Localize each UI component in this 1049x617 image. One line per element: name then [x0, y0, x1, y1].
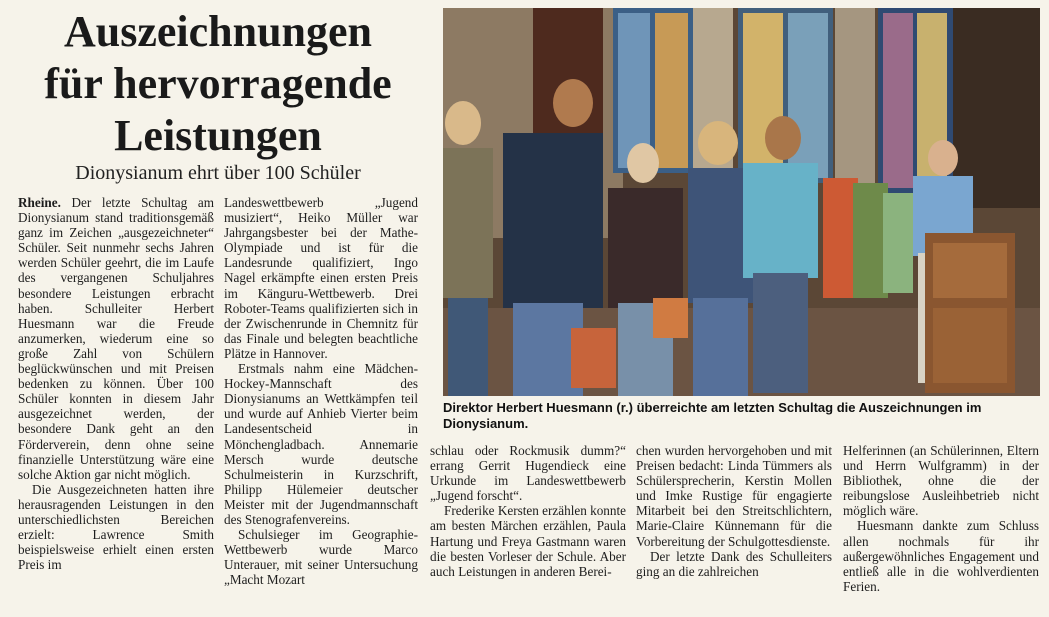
text-column-1 [18, 195, 214, 610]
paragraph: Die Ausgezeichneten hatten ihre herausragenden Leistungen in den unterschiedlichsten Bereichen erzielt: Lawrence Smith beispielsweise erhielt einen ersten Preis im [18, 481, 214, 573]
paragraph-text: Der letzte Schultag am Dionysianum stand traditionsgemäß ganz im Zeichen „ausgezeichneter“ Schüler. Seit nunmehr sechs Jahren werden Schüler geehrt, die im Laufe des vergangenen Schuljahres besondere Leistungen erbracht haben. Schulleiter Herbert Huesmann war die Freude anzumerken, wiederum eine so große Zahl von Schülern beglückwünschen und mit Preisen bedenken zu können. Über 100 Schüler konnten in diesem Jahr ausgezeichnet werden, der besondere Dank geht an den Förderverein, denn ohne seine finanzielle Unterstützung wäre eine solche Aktion gar nicht möglich. [18, 195, 214, 482]
ceremony-photo [443, 8, 1040, 396]
paragraph: Der letzte Dank des Schulleiters ging an die zahlreichen [636, 548, 832, 579]
paragraph: chen wurden hervorgehoben und mit Preisen bedacht: Linda Tümmers als Schülersprecherin, Kerstin Mollen und Imke Rustige für engagierte Mitarbeit bei den Streitschlichtern, Marie-Claire Künnemann für die Vorbereitung der Schulgottesdienste. [636, 443, 832, 549]
paragraph: Huesmann dankte zum Schluss allen nochmals für ihr außergewöhnliches Engagement und entließ alle in die wohlverdienten Ferien. [843, 518, 1039, 594]
text-column-4 [636, 443, 832, 613]
text-column-5 [843, 443, 1039, 613]
paragraph: Schulsieger im Geographie-Wettbewerb wurde Marco Unterauer, mit seiner Untersuchung „Macht Mozart [224, 527, 418, 588]
paragraph: Frederike Kersten erzählen konnte am besten Märchen erzählen, Paula Hartung und Freya Gastmann waren die besten Vorleser der Schule. Aber auch Leistungen in anderen Berei- [430, 503, 626, 579]
photo-caption: Direktor Herbert Huesmann (r.) überreichte am letzten Schultag die Auszeichnungen im Dionysianum. [443, 400, 982, 431]
text-column-2 [224, 195, 418, 610]
paragraph [18, 195, 214, 482]
text-column-3 [430, 443, 626, 613]
subheadline: Dionysianum ehrt über 100 Schüler [75, 162, 361, 184]
paragraph: Landeswettbewerb „Jugend musiziert“, Heiko Müller war Jahrgangsbester bei der Mathe-Olympiade und ist für die Landesrunde qualifiziert, Ingo Nagel erkämpfte einen ersten Preis im Känguru-Wettbewerb. Drei Roboter-Teams qualifizierten sich in der Zwischenrunde in Chemnitz für das Finale und belegten beachtliche Plätze in Hannover. [224, 195, 418, 361]
headline: Auszeichnungen für hervorragende Leistungen [44, 7, 392, 160]
paragraph: schlau oder Rockmusik dumm?“ errang Gerrit Hugendieck eine Urkunde im Landeswettbewerb „Jugend forscht“. [430, 443, 626, 504]
dateline: Rheine. [18, 195, 61, 210]
paragraph: Helferinnen (an Schülerinnen, Eltern und Herrn Wulfgramm) in der Bibliothek, ohne die der reibungslose Ausleihbetrieb nicht möglich wäre. [843, 443, 1039, 519]
photo-illustration [443, 8, 1040, 396]
paragraph: Erstmals nahm eine Mädchen-Hockey-Mannschaft des Dionysianums an Wettkämpfen teil und wurde auf Anhieb Vierter beim Landesentscheid in Mönchengladbach. Annemarie Mersch wurde deutsche Schulmeisterin in Kurzschrift, Philipp Hülemeier deutscher Meister mit der Jugendmannschaft des Stenografenvereins. [224, 361, 418, 527]
